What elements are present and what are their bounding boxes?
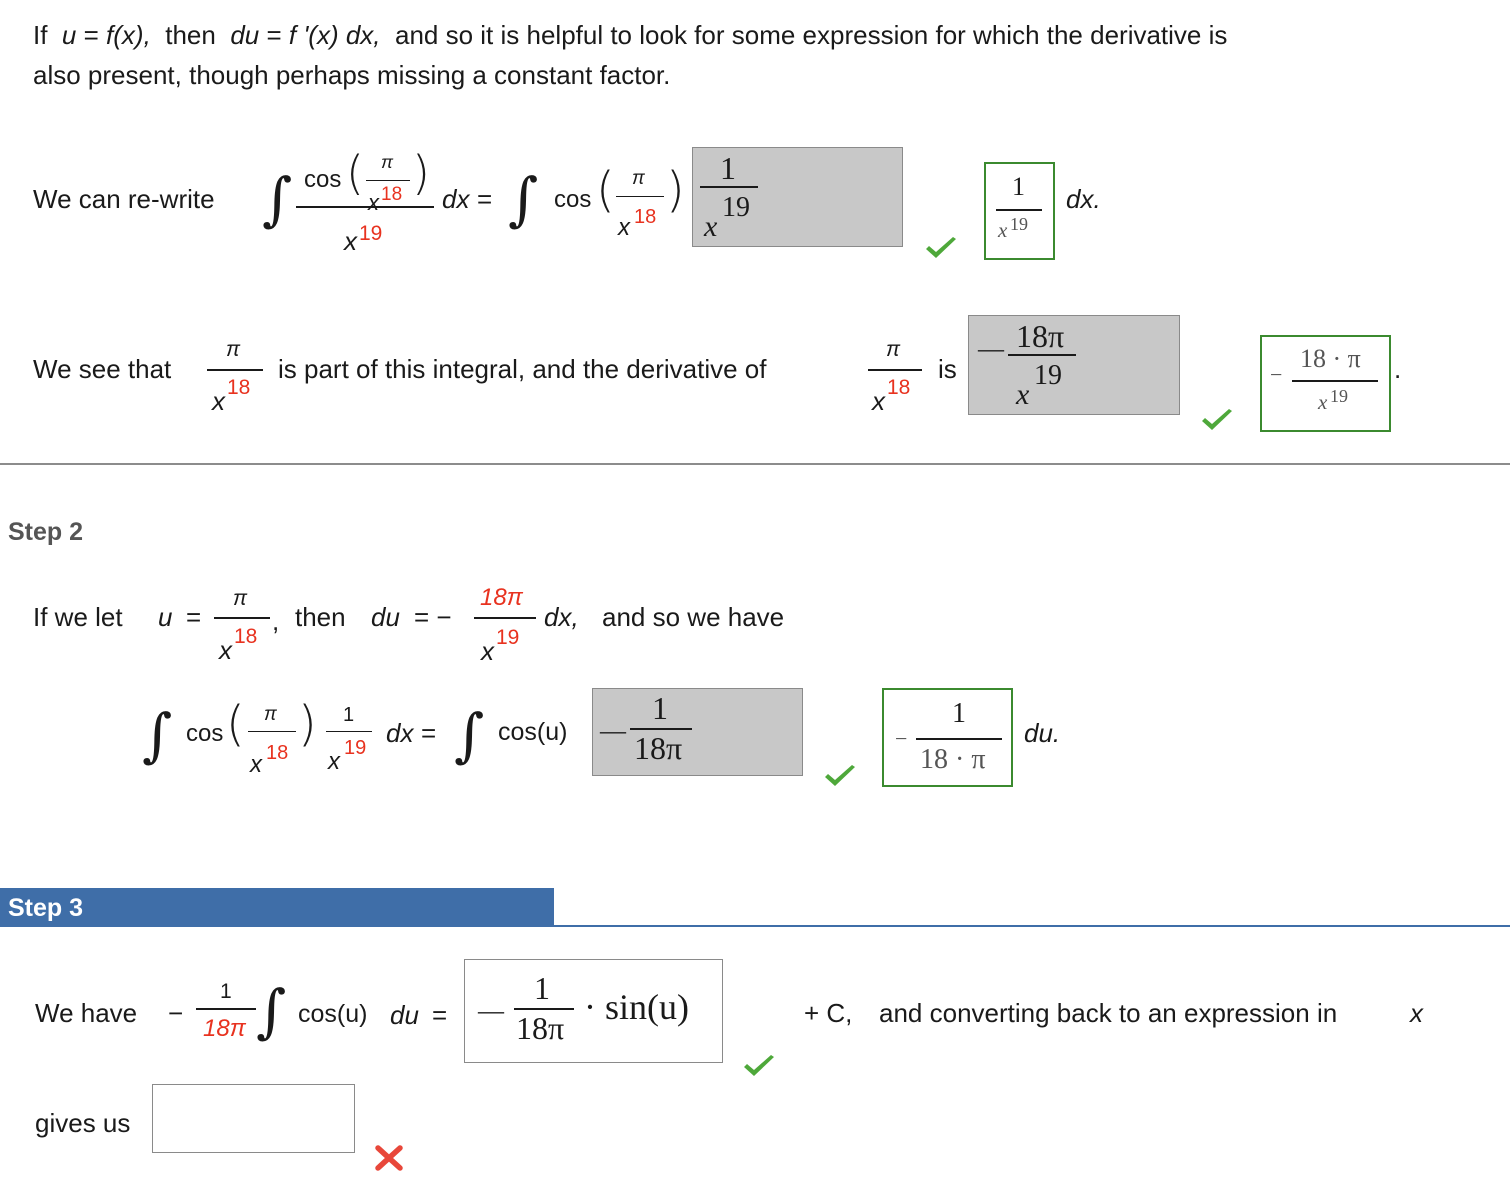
x-base: x <box>250 751 262 778</box>
gives-us-input[interactable] <box>152 1084 355 1153</box>
derivative-input-box[interactable] <box>968 315 1180 415</box>
rewrite-label: We can re-write <box>33 184 215 214</box>
answer-minus: − <box>895 726 908 751</box>
checkmark-icon <box>1200 408 1234 432</box>
gives-us-label: gives us <box>35 1108 131 1138</box>
is-label: is <box>938 354 957 384</box>
answer-denominator-exp: 19 <box>1330 386 1348 406</box>
section-divider <box>0 463 1510 465</box>
integral-sign: ∫ <box>454 701 485 769</box>
du-end: du. <box>1024 718 1061 748</box>
left-paren: ( <box>346 146 364 200</box>
answer-denominator: 18 · π <box>920 744 986 775</box>
step-3-title: Step 3 <box>8 894 84 922</box>
then-label: then <box>295 602 346 632</box>
intro-fpx: f '(x) dx, <box>288 20 381 50</box>
fraction-bar <box>474 617 536 619</box>
box-minus: — <box>478 996 504 1025</box>
du-var: du <box>390 1000 419 1030</box>
box-numerator: 18π <box>1016 318 1065 354</box>
fraction-bar <box>1008 354 1076 356</box>
fraction-bar <box>326 731 372 732</box>
box-numerator: 1 <box>534 970 550 1006</box>
fraction-bar <box>196 1008 256 1010</box>
x-base: x <box>328 748 340 775</box>
box-denominator-base: x <box>1016 378 1030 411</box>
x-base: x <box>344 226 357 256</box>
intro-line-1 <box>33 20 1227 51</box>
and-so-we-have: and so we have <box>602 602 785 632</box>
exponent-18: 18 <box>234 625 258 648</box>
box-denominator-base: x <box>704 210 718 243</box>
we-have-label: We have <box>35 998 138 1028</box>
fraction-bar <box>366 180 410 181</box>
fraction-bar <box>207 369 263 371</box>
intro-u: u <box>61 20 77 50</box>
right-paren: ) <box>666 162 685 218</box>
fraction-bar <box>296 206 434 208</box>
answer-numerator: 1 <box>1012 172 1025 201</box>
cos-u: cos(u) <box>498 718 568 746</box>
fraction-bar <box>916 738 1002 740</box>
intro-du: du <box>230 20 260 50</box>
answer-numerator: 18 · π <box>1300 344 1361 373</box>
intro-line-2: also present, though perhaps missing a constant factor. <box>33 60 671 90</box>
fraction-bar <box>996 209 1042 211</box>
integral-sign: ∫ <box>508 165 539 233</box>
answer-minus: − <box>1270 362 1283 387</box>
cos-u: cos(u) <box>298 1000 368 1028</box>
x-base: x <box>212 386 225 416</box>
fraction-bar <box>700 186 758 188</box>
pi-symbol: π <box>226 338 241 361</box>
exponent-18: 18 <box>266 742 289 764</box>
x-base: x <box>368 190 379 215</box>
exponent-18: 18 <box>634 206 657 228</box>
minus-sign: − <box>168 998 184 1028</box>
intro-fx: f(x), <box>106 20 151 50</box>
fraction-bar <box>868 369 922 371</box>
minus-sign: — <box>600 716 626 745</box>
integral-sign: ∫ <box>256 977 287 1045</box>
integral-sign: ∫ <box>262 165 293 233</box>
period: . <box>1394 354 1402 384</box>
plus-c: + C, <box>804 998 853 1028</box>
answer-numerator: 1 <box>952 698 966 729</box>
x-base: x <box>219 635 232 665</box>
left-paren: ( <box>596 162 615 218</box>
cos-label: cos <box>186 720 224 747</box>
x-var: x <box>1410 998 1423 1028</box>
exponent-19: 19 <box>496 626 520 649</box>
equals-minus: = − <box>414 602 452 632</box>
intro-eq2: = <box>266 20 282 50</box>
pi-symbol: π <box>886 338 901 361</box>
box-denominator: 18π <box>516 1010 565 1046</box>
dx-label: dx, <box>544 602 579 632</box>
checkmark-icon <box>742 1054 776 1078</box>
dx-equals: dx = <box>386 718 436 748</box>
see-that-label: We see that <box>33 354 172 384</box>
minus-sign: — <box>978 334 1004 363</box>
comma: , <box>272 606 280 636</box>
pi-symbol: π <box>632 168 645 189</box>
denominator-18pi: 18π <box>203 1015 246 1042</box>
see-that-middle: is part of this integral, and the derivative of <box>278 354 767 384</box>
checkmark-icon <box>924 236 958 260</box>
answer-denominator-base: x <box>998 218 1008 242</box>
converting-text: and converting back to an expression in <box>879 998 1338 1028</box>
box-numerator: 1 <box>720 150 736 186</box>
du-var: du <box>371 602 400 632</box>
numerator-18pi: 18π <box>480 584 523 611</box>
fraction-bar <box>248 731 296 732</box>
intro-eq: = <box>83 20 99 50</box>
fraction-bar <box>1292 380 1378 382</box>
one-numerator: 1 <box>220 980 232 1003</box>
cross-icon <box>374 1144 404 1172</box>
sin-u: · sin(u) <box>584 987 689 1027</box>
right-paren: ) <box>412 146 430 200</box>
equals: = <box>432 1000 448 1030</box>
exponent-18: 18 <box>887 376 911 399</box>
box-denominator-exp: 19 <box>722 192 750 223</box>
equals: = <box>186 602 202 632</box>
left-paren: ( <box>226 696 245 752</box>
fraction-bar <box>214 617 270 619</box>
dx-equals: dx = <box>442 184 492 214</box>
answer-denominator-base: x <box>1318 390 1328 414</box>
cos-label: cos <box>304 166 342 193</box>
exponent-18: 18 <box>381 184 403 205</box>
exponent-18: 18 <box>227 376 251 399</box>
intro-rest: and so it is helpful to look for some expression for which the derivative is <box>394 20 1228 50</box>
intro-if: If <box>33 20 48 50</box>
fraction-bar <box>616 196 664 197</box>
dx-end: dx. <box>1066 184 1101 214</box>
box-denominator: 18π <box>634 730 683 766</box>
exponent-19: 19 <box>344 737 367 759</box>
intro-then: then <box>165 20 216 50</box>
right-paren: ) <box>298 696 317 752</box>
checkmark-icon <box>823 764 857 788</box>
step-2-title: Step 2 <box>8 518 84 546</box>
x-base: x <box>618 214 630 241</box>
integral-sign: ∫ <box>142 701 173 769</box>
box-numerator: 1 <box>652 690 668 726</box>
x-base: x <box>872 386 885 416</box>
x-base: x <box>481 636 494 666</box>
pi-symbol: π <box>381 152 394 172</box>
answer-denominator-exp: 19 <box>1010 214 1028 234</box>
cos-label: cos <box>554 186 592 213</box>
step-3-divider <box>554 925 1510 927</box>
one-numerator: 1 <box>343 704 355 726</box>
pi-symbol: π <box>264 704 277 725</box>
u-var: u <box>158 602 173 632</box>
box-denominator-exp: 19 <box>1034 360 1062 391</box>
if-we-let: If we let <box>33 602 123 632</box>
pi-symbol: π <box>233 587 248 610</box>
step-3-header-bar <box>0 888 554 927</box>
exponent-19: 19 <box>359 222 383 245</box>
